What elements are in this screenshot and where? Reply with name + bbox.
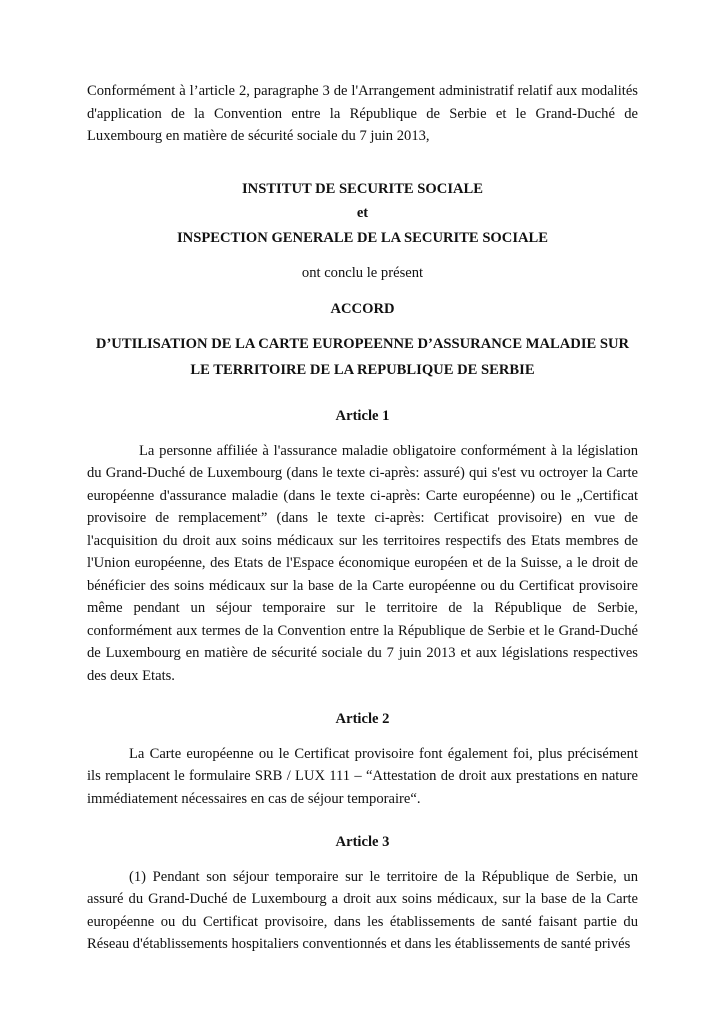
article-3-text: (1) Pendant son séjour temporaire sur le territoire de la République de Serbie, un assuré du Grand-Duché de Luxembourg a droit aux soins médicaux, sur la base de la Carte européenne ou du Certificat provisoire, dans les établissements de santé faisant partie du Réseau d'établissements hospitaliers conventionnés et dans les établissements de santé privés [87, 868, 638, 952]
subtitle-line-1: D’UTILISATION DE LA CARTE EUROPEENNE D’ASSURANCE MALADIE SUR [95, 336, 630, 352]
article-3-heading: Article 3 [335, 834, 390, 850]
party-2-heading: INSPECTION GENERALE DE LA SECURITE SOCIALE [176, 229, 549, 246]
subtitle-line-2: LE TERRITOIRE DE LA REPUBLIQUE DE SERBIE [190, 362, 535, 378]
article-1-text: La personne affiliée à l'assurance maladie obligatoire conformément à la législation du Grand-Duché de Luxembourg (dans le texte ci-après: assuré) qui s'est vu octroyer la Carte européenne d'assurance maladie (dans le texte ci-après: Carte européenne) ou le „Certificat provisoire de remplacement” (dans le texte ci-après: Certificat provisoire) en vue de l'acquisition du droit aux soins médicaux sur les territoires respectifs des Etats membres de l'Union européenne, des Etats de l'Espace économique européen et de la Suisse, a le droit de bénéficier des soins médicaux sur la base de la Carte européenne ou du Certificat provisoire même pendant un séjour temporaire sur le territoire de la République de Serbie, conformément aux termes de la Convention entre la République de Serbie et le Grand-Duché de Luxembourg en matière de sécurité sociale du 7 juin 2013 et aux législations respectives des deux Etats. [87, 442, 638, 684]
concluded-line: ont conclu le présent [301, 265, 424, 281]
article-2-text: La Carte européenne ou le Certificat provisoire font également foi, plus précisément ils remplacent le formulaire SRB / LUX 111 – “Attestation de droit aux prestations en nature immédiatement nécessaires en cas de séjour temporaire“. [87, 745, 638, 807]
party-1-heading: INSTITUT DE SECURITE SOCIALE [241, 180, 484, 197]
article-1-heading: Article 1 [335, 408, 390, 424]
article-2-heading: Article 2 [335, 711, 390, 727]
document-page [87, 80, 638, 956]
intro-paragraph: Conformément à l’article 2, paragraphe 3 de l'Arrangement administratif relatif aux modalités d'application de la Convention entre la République de Serbie et le Grand-Duché de Luxembourg en matière de sécurité sociale du 7 juin 2013, [87, 83, 638, 144]
conjunction-heading: et [356, 205, 369, 221]
document-subtitle [87, 331, 638, 383]
document-title: ACCORD [330, 300, 395, 317]
